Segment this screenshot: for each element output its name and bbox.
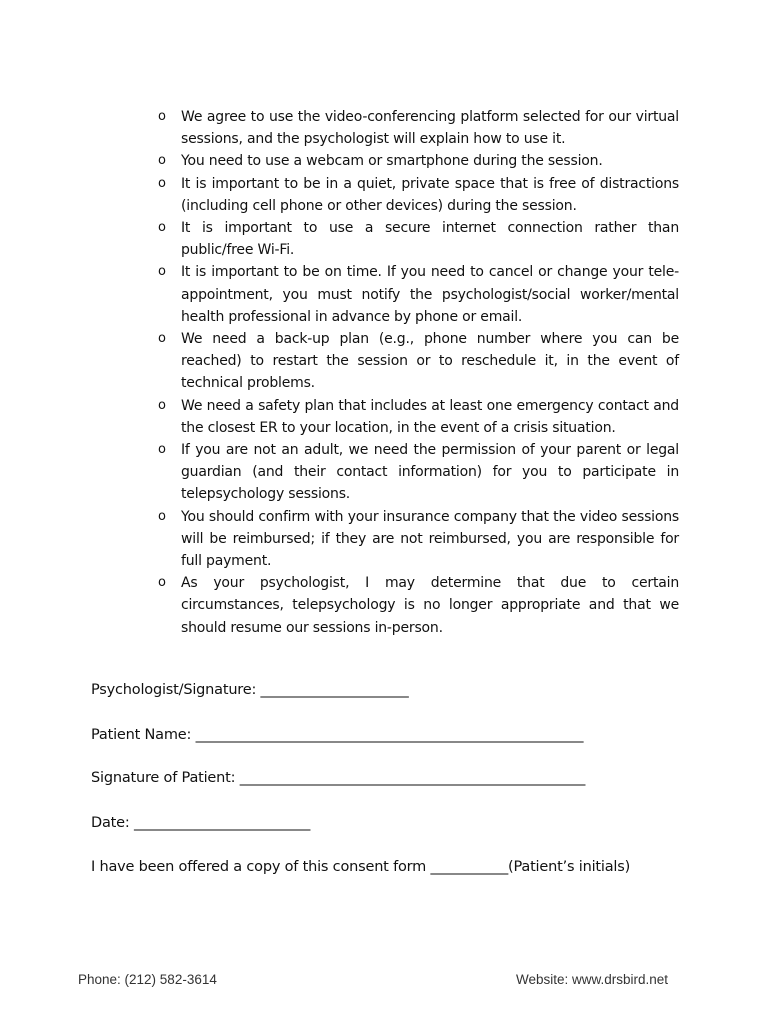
bullet-marker: o [158, 220, 166, 236]
list-item [158, 261, 679, 328]
list-item-text: It is important to be in a quiet, private space that is free of distractions (including cell phone or other devices) during the session. [181, 175, 679, 214]
telepsychology-requirements-list [158, 106, 679, 639]
footer-phone: Phone: (212) 582-3614 [78, 972, 217, 987]
bullet-marker: o [158, 153, 166, 169]
copy-offered-initials-line[interactable]: I have been offered a copy of this consent form ___________(Patient’s initials) [91, 859, 631, 875]
psychologist-signature-line[interactable]: Psychologist/Signature: _____________________ [91, 682, 409, 698]
list-item [158, 328, 679, 395]
list-item-text: We need a back-up plan (e.g., phone number where you can be reached) to restart the session or to reschedule it, in the event of technical problems. [181, 331, 679, 392]
bullet-marker: o [158, 575, 166, 591]
list-item [158, 506, 679, 573]
list-item [158, 150, 679, 172]
list-item-text: We need a safety plan that includes at least one emergency contact and the closest ER to your location, in the event of a crisis situation. [181, 397, 679, 436]
bullet-marker: o [158, 442, 166, 458]
bullet-marker: o [158, 397, 166, 413]
list-item [158, 572, 679, 639]
patient-signature-line[interactable]: Signature of Patient: _________________________________________________ [91, 770, 586, 786]
list-item-text: It is important to use a secure internet connection rather than public/free Wi-Fi. [181, 220, 679, 259]
bullet-marker: o [158, 175, 166, 191]
bullet-marker: o [158, 264, 166, 280]
list-item [158, 439, 679, 506]
list-item-text: We agree to use the video-conferencing platform selected for our virtual sessions, and the psychologist will explain how to use it. [181, 109, 679, 148]
list-item [158, 217, 679, 261]
footer-website: Website: www.drsbird.net [516, 972, 669, 987]
date-line[interactable]: Date: _________________________ [91, 815, 311, 831]
list-item [158, 395, 679, 439]
list-item-text: You need to use a webcam or smartphone during the session. [181, 153, 603, 170]
bullet-marker: o [158, 508, 166, 524]
list-item [158, 106, 679, 150]
bullet-marker: o [158, 109, 166, 124]
list-item-text: As your psychologist, I may determine that due to certain circumstances, telepsychology is no longer appropriate and that we should resume our sessions in-person. [181, 575, 679, 636]
list-item-text: You should confirm with your insurance company that the video sessions will be reimbursed; if they are not reimbursed, you are responsible for full payment. [181, 508, 679, 570]
bullet-marker: o [158, 331, 166, 347]
patient-name-line[interactable]: Patient Name: _______________________________________________________ [91, 727, 584, 743]
list-item [158, 173, 679, 217]
list-item-text: It is important to be on time. If you need to cancel or change your tele-appointment, you must notify the psychologist/social worker/mental health professional in advance by phone or email. [181, 264, 679, 325]
list-item-text: If you are not an adult, we need the permission of your parent or legal guardian (and their contact information) for you to participate in telepsychology sessions. [181, 442, 679, 503]
